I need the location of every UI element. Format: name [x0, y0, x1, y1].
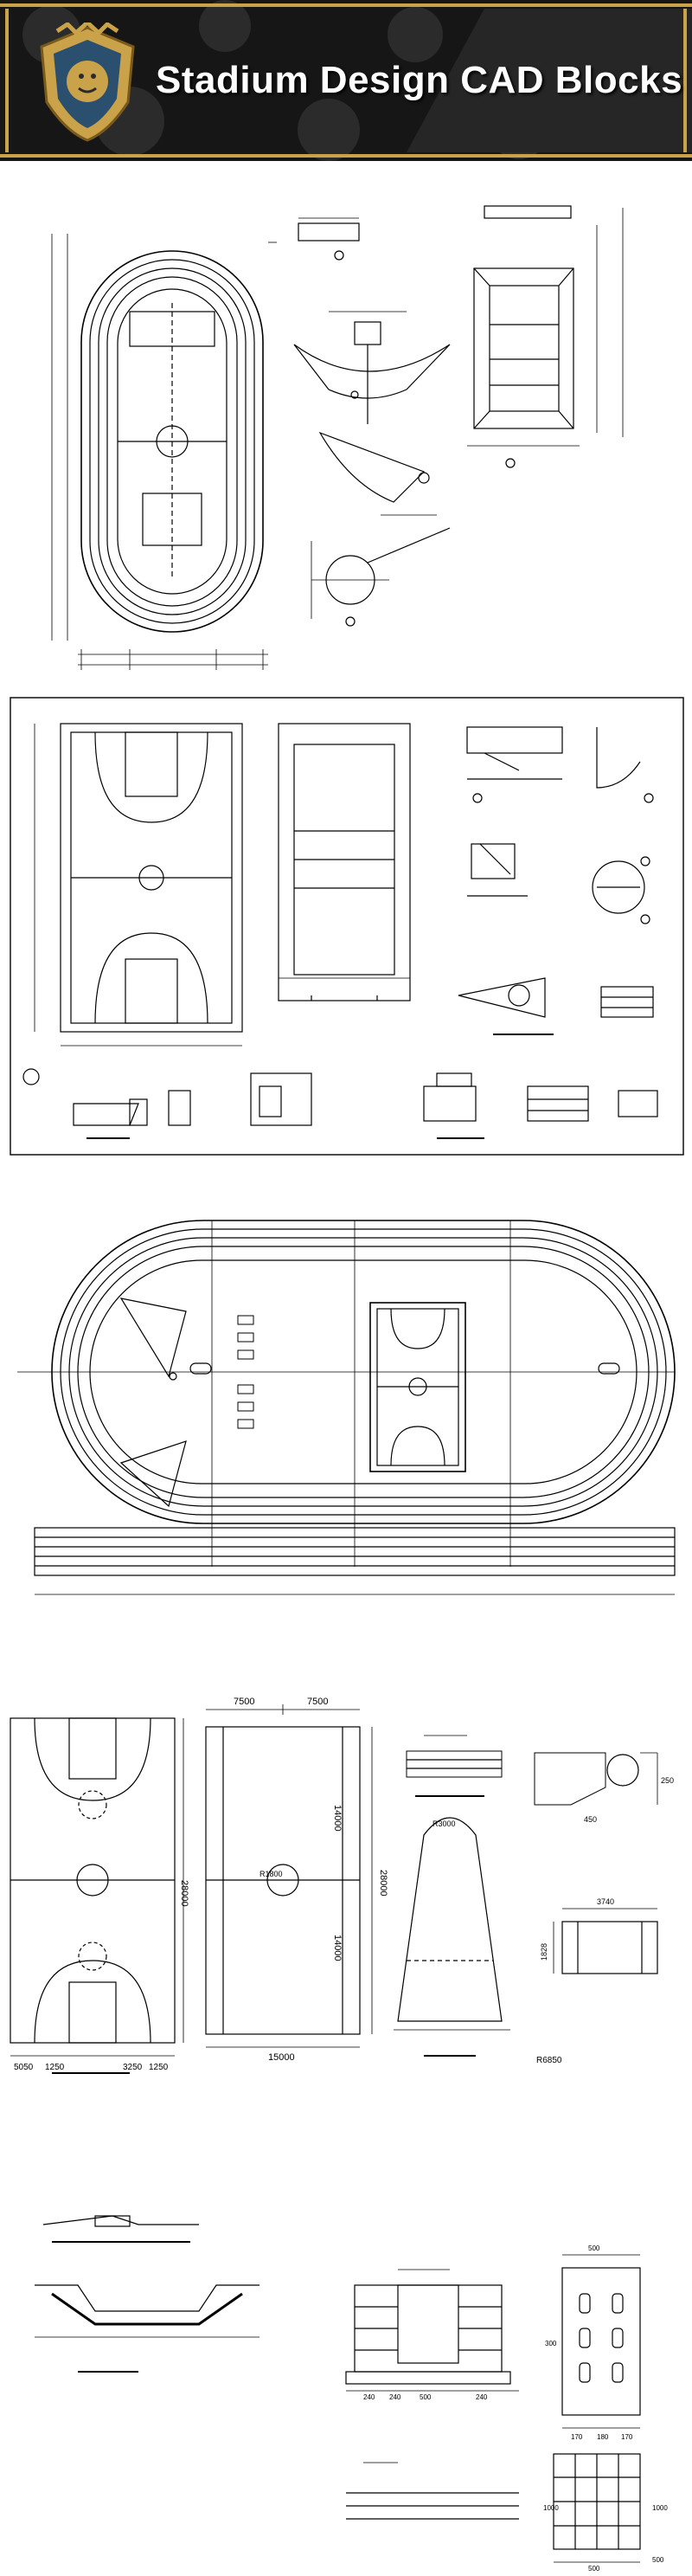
dimension-lines	[52, 234, 277, 670]
dim-grid-right: 1000	[652, 2504, 668, 2512]
detail-steps	[467, 727, 562, 802]
dim-top-left: 7500	[234, 1697, 255, 1707]
detail-small-block	[298, 218, 359, 260]
detail-circle-marker	[593, 857, 650, 924]
court-label: R1800	[260, 1870, 283, 1878]
sheet5-dims	[363, 2244, 668, 2573]
section-edge	[535, 1753, 657, 1805]
detail-corner	[597, 727, 653, 802]
dim-grid-side: 1000	[543, 2504, 559, 2512]
dim-wall-4: 240	[476, 2393, 488, 2401]
detail-sand-pit	[467, 206, 623, 467]
grate-plan	[562, 2255, 640, 2428]
dim-grate-1: 170	[571, 2433, 583, 2441]
detail-sector	[320, 433, 437, 515]
gate-label: R3000	[432, 1819, 456, 1828]
crest-lion-icon	[31, 23, 144, 144]
basketball-plan-dimensioned	[10, 1718, 183, 2073]
dim-bottom: 15000	[268, 2052, 295, 2063]
grid-plan	[554, 2454, 640, 2562]
detail-brick	[601, 987, 653, 1017]
net-frame	[554, 1909, 657, 1974]
section-layers	[407, 1736, 502, 1796]
dim-bottom-right: 3250	[123, 2063, 143, 2072]
dim-vertical-lower: 14000	[332, 1935, 343, 1961]
sheet-stadium-plan	[0, 1203, 692, 1610]
large-track	[17, 1220, 675, 1567]
sheet-sections	[0, 2155, 692, 2576]
field-plan-dimensioned	[206, 1704, 372, 2047]
dim-vertical-total: 28000	[378, 1870, 388, 1897]
drain-section	[35, 2285, 260, 2372]
sheet-court-dimensions	[0, 1675, 692, 2090]
detail-throw-circle	[311, 528, 450, 626]
wall-elevation	[346, 2270, 519, 2391]
sheet-courts	[0, 692, 692, 1160]
header-banner	[0, 0, 692, 161]
detail-sector-small	[458, 978, 554, 1034]
pavement-section-top	[43, 2216, 199, 2242]
basketball-court	[35, 724, 242, 1046]
sheet-track-plan	[0, 173, 692, 675]
dim-vertical-upper: 14000	[332, 1805, 343, 1832]
dim-wall-3: 500	[420, 2393, 432, 2401]
gate-plan	[394, 1818, 510, 2056]
detail-anchor	[467, 844, 528, 896]
dim-top-right: 7500	[307, 1697, 329, 1707]
dim-bottom-left: 5050	[14, 2063, 34, 2072]
dim-wall-1: 240	[363, 2393, 375, 2401]
inner-basketball-court	[370, 1303, 465, 1472]
dim-net-h: 1828	[540, 1942, 548, 1961]
volleyball-court	[279, 724, 410, 1001]
scale-note: R6850	[536, 2056, 562, 2065]
bottom-details	[23, 1069, 657, 1138]
dim-grate-3: 170	[621, 2433, 633, 2441]
dim-basketball-total: 28000	[179, 1880, 189, 1907]
dim-bottom-left2: 1250	[45, 2063, 65, 2072]
dim-detail-b: 450	[584, 1815, 598, 1824]
page-title: Stadium Design CAD Blocks	[156, 59, 683, 101]
detail-fan-area	[294, 312, 450, 424]
dim-net-w: 3740	[597, 1897, 615, 1906]
dim-wall-2: 240	[389, 2393, 401, 2401]
dim-grate-top: 500	[588, 2244, 600, 2252]
dim-detail-a: 250	[661, 1776, 675, 1785]
running-track	[81, 251, 263, 632]
dim-grid-corner: 500	[652, 2556, 664, 2564]
dim-bottom-right2: 1250	[149, 2063, 169, 2072]
dim-grate-side: 300	[545, 2340, 557, 2347]
pavement-section-bottom	[346, 2463, 519, 2519]
dim-grate-2: 180	[597, 2433, 609, 2441]
dim-grid-bottom: 500	[588, 2565, 600, 2573]
